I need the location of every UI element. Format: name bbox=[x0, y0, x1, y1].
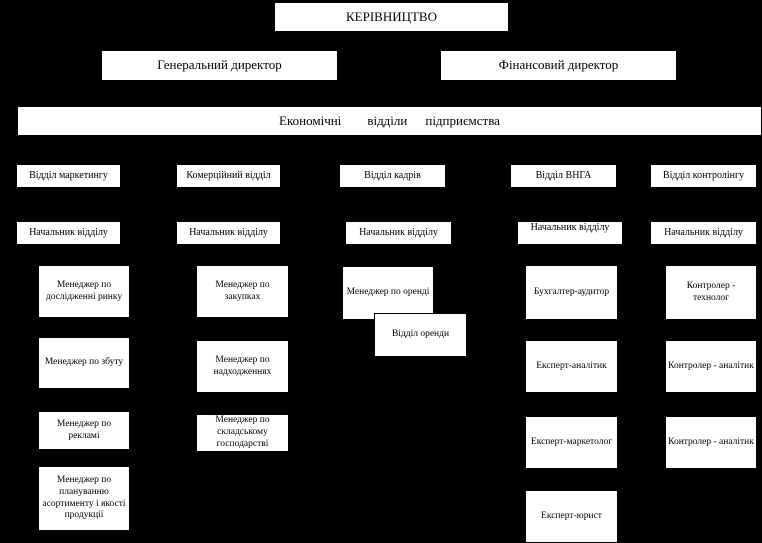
dept-hr: Відділ кадрів bbox=[339, 164, 446, 188]
head-hr: Начальник відділу bbox=[345, 221, 452, 245]
staff-assortment-manager: Менеджер по плануванню асортименту і якості продукції bbox=[38, 466, 130, 531]
economic-word-1: Економічні bbox=[279, 112, 342, 128]
ceo-box: Генеральний директор bbox=[101, 50, 338, 81]
staff-expert-marketer: Експерт-маркетолог bbox=[525, 416, 618, 469]
staff-warehouse-manager: Менеджер по складському господарстві bbox=[196, 414, 289, 452]
staff-lease-manager: Менеджер по оренді bbox=[342, 266, 434, 320]
management-box: КЕРІВНИЦТВО bbox=[274, 2, 509, 32]
staff-lease-department: Відділ оренди bbox=[374, 313, 467, 357]
staff-market-research-manager: Менеджер по дослідженні ринку bbox=[38, 265, 130, 318]
staff-sales-manager: Менеджер по збуту bbox=[38, 337, 130, 389]
head-marketing: Начальник відділу bbox=[16, 221, 121, 245]
staff-advertising-manager: Менеджер по рекламі bbox=[38, 411, 130, 450]
staff-controller-analyst-1: Контролер - аналітик bbox=[665, 340, 757, 393]
economic-departments-box bbox=[17, 106, 762, 136]
staff-controller-technologist: Контролер - технолог bbox=[665, 265, 757, 320]
staff-procurement-manager: Менеджер по закупках bbox=[196, 265, 289, 318]
dept-vnga: Відділ ВНГА bbox=[510, 164, 617, 188]
staff-accountant-auditor: Бухгалтер-аудитор bbox=[525, 265, 618, 320]
dept-commercial: Комерційний відділ bbox=[176, 164, 281, 188]
dept-controlling: Відділ контролінгу bbox=[650, 164, 757, 188]
dept-marketing: Відділ маркетингу bbox=[16, 164, 121, 188]
economic-word-3: підприємства bbox=[425, 112, 500, 128]
staff-expert-analyst: Експерт-аналітик bbox=[525, 340, 618, 393]
head-vnga: Начальник відділу bbox=[517, 221, 623, 245]
staff-receipts-manager: Менеджер по надходженнях bbox=[196, 340, 289, 393]
staff-expert-lawyer: Експерт-юрист bbox=[525, 490, 618, 543]
cfo-box: Фінансовий директор bbox=[440, 50, 677, 81]
head-commercial: Начальник відділу bbox=[176, 221, 281, 245]
economic-word-2: відділи bbox=[367, 112, 408, 128]
staff-controller-analyst-2: Контролер - аналітик bbox=[665, 416, 757, 469]
head-controlling: Начальник відділу bbox=[650, 221, 757, 245]
